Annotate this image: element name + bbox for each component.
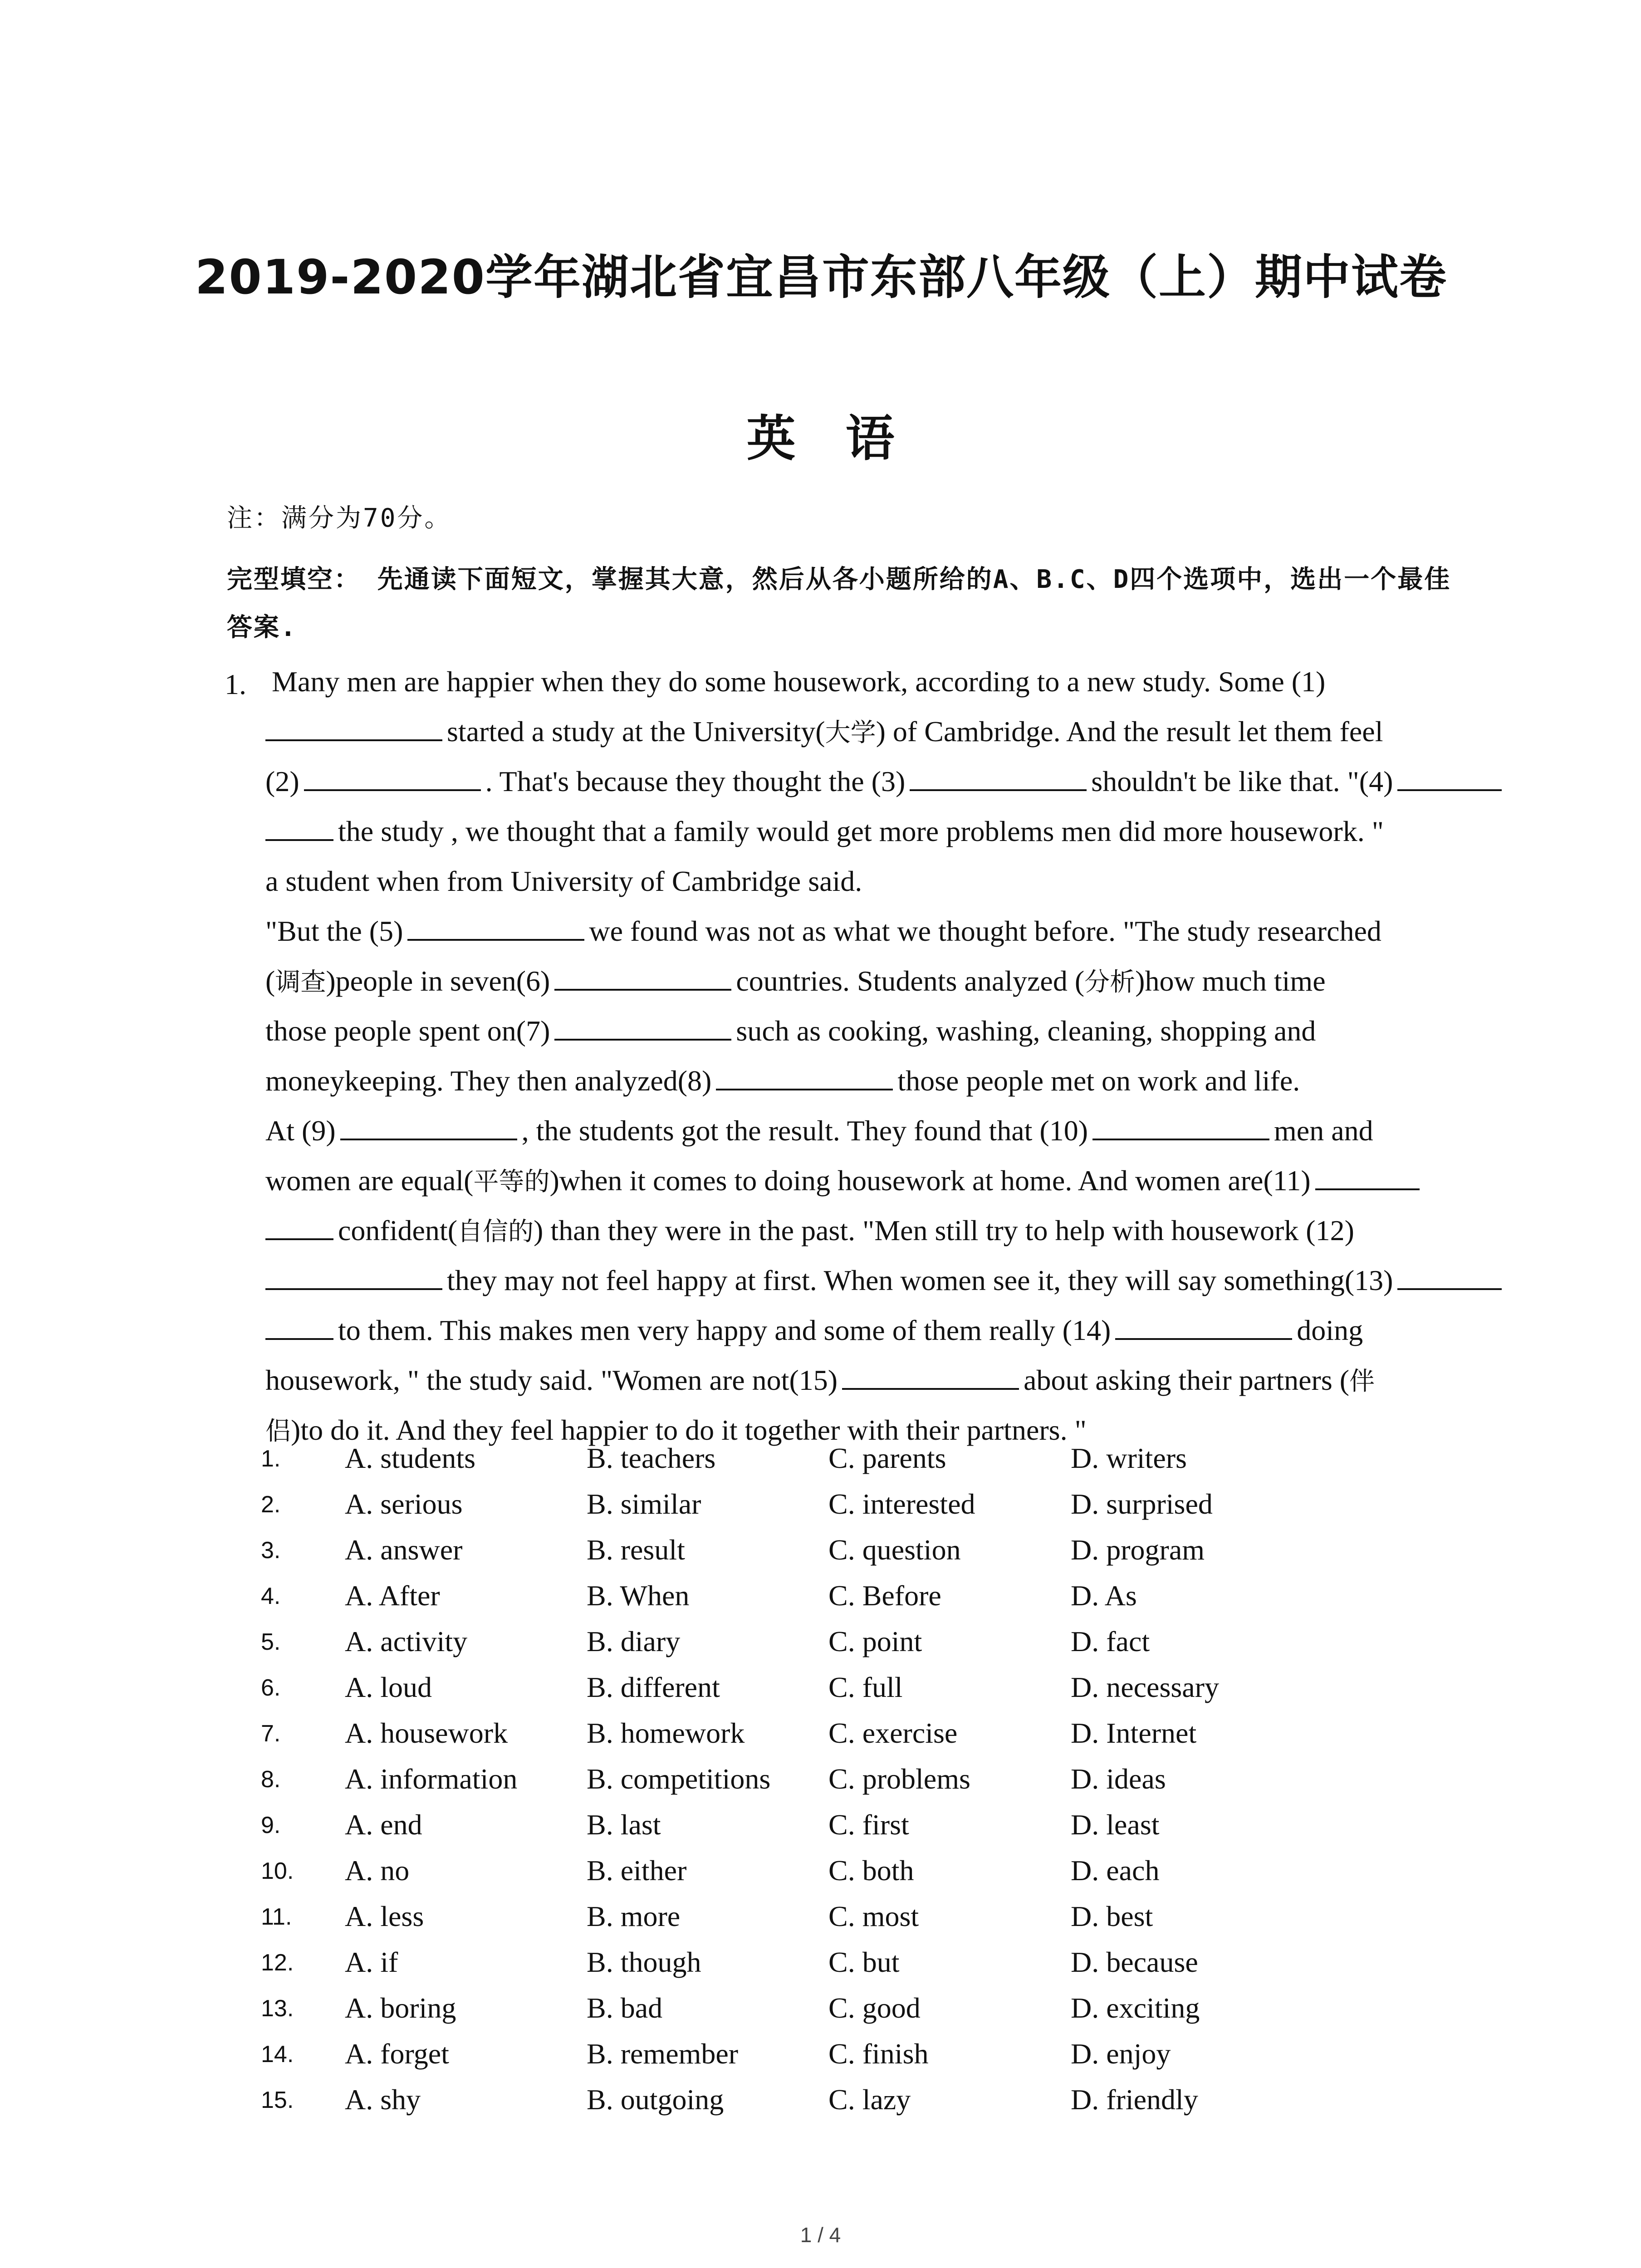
option-a[interactable]: A. less (345, 1900, 424, 1932)
option-d[interactable]: D. Internet (1071, 1717, 1197, 1749)
answer-blank-10[interactable] (1092, 1115, 1269, 1140)
passage-text: )how much time (1135, 965, 1326, 997)
option-c[interactable]: C. both (828, 1854, 914, 1887)
option-d[interactable]: D. surprised (1071, 1488, 1213, 1520)
answer-blank-5[interactable] (407, 915, 584, 941)
question-number: 1. (225, 668, 246, 700)
passage-text: such as cooking, washing, cleaning, shopping and (736, 1015, 1316, 1047)
passage-line (265, 1156, 1563, 1206)
passage-text: "But the (5) (265, 915, 403, 947)
passage-text: the study , we thought that a family would get more problems men did more housework. " (338, 815, 1384, 847)
option-b[interactable]: B. diary (587, 1625, 681, 1657)
option-a[interactable]: A. boring (345, 1992, 456, 2024)
option-c[interactable]: C. first (828, 1809, 909, 1841)
passage-text: , the students got the result. They found that (10) (521, 1114, 1088, 1147)
option-b[interactable]: B. When (587, 1579, 690, 1612)
option-a[interactable]: A. if (345, 1946, 398, 1978)
passage-text: (2) (265, 765, 299, 797)
passage-text: ) of Cambridge. And the result let them feel (876, 715, 1383, 748)
passage-line (265, 1355, 1563, 1405)
answer-blank-8[interactable] (716, 1065, 893, 1090)
option-a[interactable]: A. shy (345, 2083, 421, 2116)
answer-blank-11[interactable] (1315, 1165, 1420, 1190)
answer-blank-9[interactable] (340, 1115, 517, 1140)
option-d[interactable]: D. As (1071, 1579, 1137, 1612)
option-c[interactable]: C. exercise (828, 1717, 958, 1749)
passage-text: . That's because they thought the (3) (485, 765, 906, 797)
passage-line (265, 1106, 1563, 1156)
answer-blank-3[interactable] (910, 766, 1087, 791)
option-d[interactable]: D. program (1071, 1534, 1205, 1566)
option-number: 8. (261, 1766, 281, 1793)
passage-line (265, 906, 1563, 956)
subject-heading: 英语 (746, 410, 945, 467)
section-instruction: 完型填空： 先通读下面短文，掌握其大意，然后从各小题所给的A、B.C、D四个选项中，选出一个最佳答案. (227, 565, 1451, 642)
passage-line (265, 707, 1563, 757)
option-number: 14. (261, 2041, 294, 2068)
passage-text: men and (1274, 1114, 1373, 1147)
score-note: 注：满分为70分。 (227, 503, 452, 533)
option-number: 7. (261, 1721, 281, 1747)
passage-text: )when it comes to doing housework at home. And women are(11) (549, 1164, 1311, 1197)
option-c[interactable]: C. question (828, 1534, 961, 1566)
passage-text: to them. This makes men very happy and some of them really (14) (338, 1314, 1111, 1346)
option-b[interactable]: B. result (587, 1534, 685, 1566)
passage-text: confident( (338, 1214, 457, 1246)
option-d[interactable]: D. writers (1071, 1442, 1187, 1474)
option-number: 9. (261, 1812, 281, 1838)
option-d[interactable]: D. least (1071, 1809, 1160, 1841)
option-b[interactable]: B. competitions (587, 1763, 771, 1795)
option-c[interactable]: C. interested (828, 1488, 975, 1520)
chinese-gloss: 平等的 (473, 1167, 550, 1197)
passage-text: started a study at the University( (447, 715, 825, 748)
option-b[interactable]: B. remember (587, 2038, 739, 2070)
passage-line (272, 657, 1563, 707)
answer-blank-4-cont[interactable] (265, 816, 333, 841)
option-a[interactable]: A. loud (345, 1671, 432, 1703)
answer-blank-11-cont[interactable] (265, 1215, 333, 1240)
option-b[interactable]: B. last (587, 1809, 661, 1841)
passage-text: housework, " the study said. "Women are not(15) (265, 1364, 838, 1396)
passage-text: we found was not as what we thought before. "The study researched (589, 915, 1381, 947)
chinese-gloss: 大学 (825, 718, 876, 748)
option-c[interactable]: C. but (828, 1946, 900, 1978)
option-c[interactable]: C. Before (828, 1579, 941, 1612)
passage-line (265, 1206, 1563, 1256)
answer-blank-6[interactable] (554, 965, 731, 991)
passage-text: they may not feel happy at first. When women see it, they will say something(13) (447, 1264, 1393, 1296)
option-number: 4. (261, 1583, 281, 1609)
passage-text: )people in seven(6) (326, 965, 550, 997)
answer-blank-15[interactable] (842, 1364, 1019, 1390)
option-c[interactable]: C. problems (828, 1763, 970, 1795)
option-d[interactable]: D. necessary (1071, 1671, 1219, 1703)
passage-text: those people spent on(7) (265, 1015, 550, 1047)
option-d[interactable]: D. friendly (1071, 2083, 1198, 2116)
option-b[interactable]: B. different (587, 1671, 720, 1703)
option-d[interactable]: D. enjoy (1071, 2038, 1171, 2070)
option-c[interactable]: C. finish (828, 2038, 929, 2070)
chinese-gloss: 伴 (1349, 1367, 1375, 1396)
page-number: 1 / 4 (800, 2223, 841, 2247)
option-b[interactable]: B. more (587, 1900, 681, 1932)
option-c[interactable]: C. lazy (828, 2083, 911, 2116)
passage-text: At (9) (265, 1114, 336, 1147)
chinese-gloss: 自信的 (457, 1217, 534, 1246)
passage-text: Many men are happier when they do some housework, according to a new study. Some (1) (272, 665, 1326, 698)
option-number: 13. (261, 1995, 294, 2022)
option-number: 6. (261, 1675, 281, 1701)
option-d[interactable]: D. each (1071, 1854, 1160, 1887)
passage-line (265, 1305, 1563, 1355)
answer-blank-12[interactable] (265, 1265, 442, 1290)
option-c[interactable]: C. point (828, 1625, 922, 1657)
option-a[interactable]: A. information (345, 1763, 518, 1795)
passage-text: a student when from University of Cambridge said. (265, 865, 862, 897)
option-number: 15. (261, 2087, 294, 2113)
option-a[interactable]: A. serious (345, 1488, 463, 1520)
option-a[interactable]: A. activity (345, 1625, 468, 1657)
passage-line (265, 1006, 1563, 1056)
chinese-gloss: 分析 (1084, 968, 1136, 997)
option-b[interactable]: B. similar (587, 1488, 701, 1520)
passage-text: about asking their partners ( (1024, 1364, 1350, 1396)
passage-line (265, 757, 1563, 807)
answer-blank-1[interactable] (265, 716, 442, 741)
passage-text: )to do it. And they feel happier to do it together with their partners. " (291, 1414, 1087, 1446)
option-b[interactable]: B. homework (587, 1717, 745, 1749)
option-b[interactable]: B. outgoing (587, 2083, 724, 2116)
option-number: 11. (261, 1904, 292, 1930)
passage-text: moneykeeping. They then analyzed(8) (265, 1065, 712, 1097)
passage-text: shouldn't be like that. "(4) (1091, 765, 1393, 797)
chinese-gloss: 调查 (275, 968, 326, 997)
option-b[interactable]: B. teachers (587, 1442, 716, 1474)
option-number: 3. (261, 1537, 281, 1564)
chinese-gloss: 侣 (265, 1417, 291, 1446)
option-c[interactable]: C. full (828, 1671, 903, 1703)
option-number: 10. (261, 1858, 294, 1884)
answer-blank-13[interactable] (1397, 1265, 1502, 1290)
option-a[interactable]: A. After (345, 1579, 440, 1612)
answer-blank-7[interactable] (554, 1015, 731, 1041)
option-a[interactable]: A. end (345, 1809, 422, 1841)
passage-text: ( (265, 965, 275, 997)
passage-text: doing (1297, 1314, 1363, 1346)
option-b[interactable]: B. either (587, 1854, 687, 1887)
answer-blank-4[interactable] (1397, 766, 1502, 791)
option-d[interactable]: D. best (1071, 1900, 1153, 1932)
option-a[interactable]: A. housework (345, 1717, 508, 1749)
option-d[interactable]: D. fact (1071, 1625, 1150, 1657)
option-d[interactable]: D. exciting (1071, 1992, 1200, 2024)
passage-text: ) than they were in the past. "Men still try to help with housework (12) (534, 1214, 1354, 1246)
option-d[interactable]: D. because (1071, 1946, 1198, 1978)
passage-text: those people met on work and life. (897, 1065, 1300, 1097)
passage-line (265, 956, 1563, 1006)
option-number: 5. (261, 1629, 281, 1655)
option-number: 2. (261, 1491, 281, 1518)
option-a[interactable]: A. students (345, 1442, 475, 1474)
passage-line (265, 1256, 1563, 1305)
option-c[interactable]: C. most (828, 1900, 919, 1932)
option-b[interactable]: B. bad (587, 1992, 663, 2024)
option-b[interactable]: B. though (587, 1946, 701, 1978)
page-title: 2019-2020学年湖北省宜昌市东部八年级（上）期中试卷 (195, 249, 1448, 305)
cloze-passage (265, 657, 1563, 1455)
option-a[interactable]: A. forget (345, 2038, 449, 2070)
option-c[interactable]: C. parents (828, 1442, 946, 1474)
passage-text: countries. Students analyzed ( (736, 965, 1085, 997)
answer-blank-13-cont[interactable] (265, 1315, 333, 1340)
passage-line (265, 856, 1563, 906)
answer-blank-2[interactable] (304, 766, 481, 791)
option-number: 12. (261, 1950, 294, 1976)
option-number: 1. (261, 1446, 281, 1472)
passage-line (265, 1056, 1563, 1106)
answer-blank-14[interactable] (1115, 1315, 1292, 1340)
option-a[interactable]: A. answer (345, 1534, 463, 1566)
passage-text: women are equal( (265, 1164, 474, 1197)
option-a[interactable]: A. no (345, 1854, 410, 1887)
passage-line (265, 807, 1563, 856)
option-d[interactable]: D. ideas (1071, 1763, 1166, 1795)
option-c[interactable]: C. good (828, 1992, 921, 2024)
